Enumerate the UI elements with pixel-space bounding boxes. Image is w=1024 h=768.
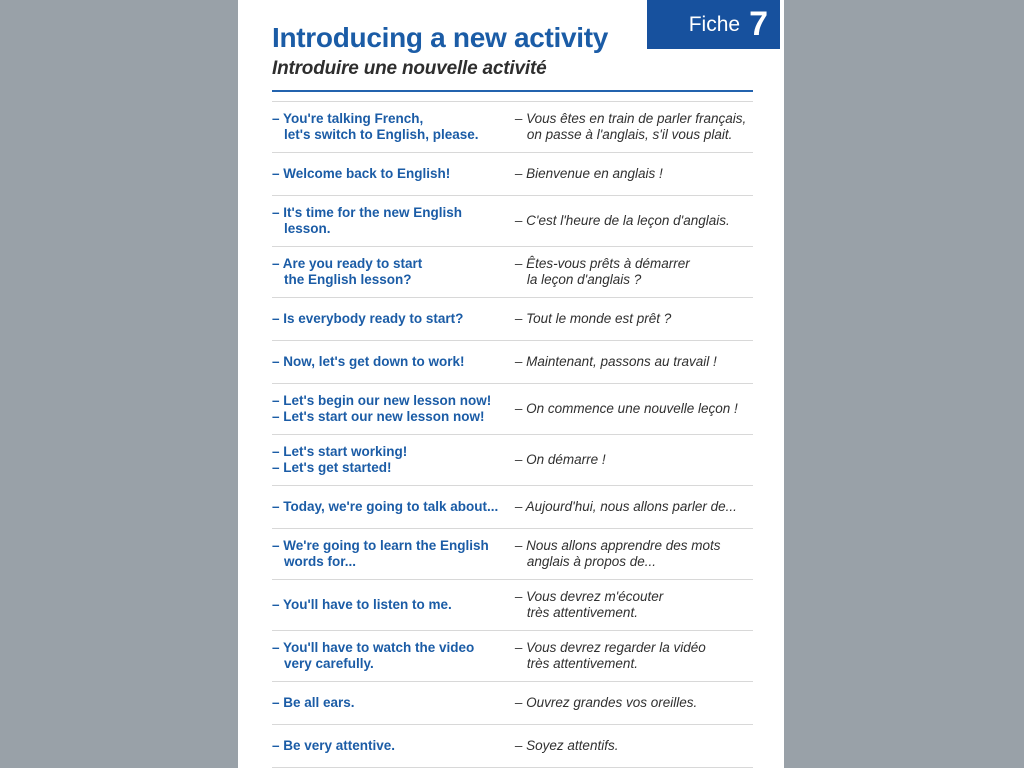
phrase-line: lesson.	[284, 221, 331, 236]
english-phrase	[272, 393, 515, 425]
english-phrase	[272, 166, 515, 182]
fiche-badge-number: 7	[749, 5, 768, 43]
english-phrase	[272, 311, 515, 327]
phrase-line: très attentivement.	[526, 656, 638, 671]
french-translation	[515, 738, 753, 754]
phrase-row	[272, 725, 753, 768]
phrase-row	[272, 384, 753, 435]
phrase-line: – Now, let's get down to work!	[272, 354, 465, 369]
page-title: Introducing a new activity	[272, 22, 609, 53]
french-translation	[515, 452, 753, 468]
phrase-line: – On démarre !	[514, 452, 606, 467]
phrase-row	[272, 580, 753, 631]
phrase-line: words for...	[284, 554, 357, 569]
phrase-line: – It's time for the new English	[272, 205, 462, 220]
phrase-line: anglais à propos de...	[526, 554, 656, 569]
french-translation	[515, 589, 753, 621]
english-phrase	[272, 738, 515, 754]
english-phrase	[272, 597, 515, 613]
phrase-line: – Tout le monde est prêt ?	[514, 311, 672, 326]
phrase-line: – Maintenant, passons au travail !	[514, 354, 717, 369]
phrase-row	[272, 196, 753, 247]
phrase-row	[272, 435, 753, 486]
phrase-line: – Today, we're going to talk about...	[272, 499, 499, 514]
english-phrase	[272, 354, 515, 370]
phrase-row	[272, 298, 753, 341]
english-phrase	[272, 499, 515, 515]
phrase-line: – On commence une nouvelle leçon !	[514, 401, 738, 416]
phrase-line: – Vous devrez m'écouter	[514, 589, 664, 604]
phrase-line: – Be all ears.	[272, 695, 355, 710]
phrase-row	[272, 682, 753, 725]
phrase-line: – You'll have to watch the video	[272, 640, 475, 655]
phrase-line: – Are you ready to start	[272, 256, 423, 271]
english-phrase	[272, 205, 515, 237]
english-phrase	[272, 538, 515, 570]
phrase-line: très attentivement.	[526, 605, 638, 620]
fiche-badge-label: Fiche	[688, 12, 741, 36]
phrase-row	[272, 102, 753, 153]
document-page	[238, 0, 784, 768]
french-translation	[515, 166, 753, 182]
english-phrase	[272, 256, 515, 288]
french-translation	[515, 311, 753, 327]
phrase-line: – You're talking French,	[272, 111, 424, 126]
phrase-line: – Nous allons apprendre des mots	[514, 538, 721, 553]
phrase-line: – Vous êtes en train de parler français,	[514, 111, 747, 126]
phrase-line: – Let's get started!	[272, 460, 392, 475]
phrase-line: la leçon d'anglais ?	[526, 272, 642, 287]
phrase-row	[272, 486, 753, 529]
english-phrase	[272, 640, 515, 672]
fiche-badge	[647, 0, 780, 49]
french-translation	[515, 538, 753, 570]
french-translation	[515, 640, 753, 672]
phrase-line: – Êtes-vous prêts à démarrer	[514, 256, 690, 271]
phrase-line: – C'est l'heure de la leçon d'anglais.	[514, 213, 730, 228]
page-subtitle: Introduire une nouvelle activité	[272, 58, 547, 79]
french-translation	[515, 111, 753, 143]
phrase-line: – Aujourd'hui, nous allons parler de...	[514, 499, 737, 514]
phrase-table	[272, 101, 753, 768]
phrase-row	[272, 153, 753, 196]
phrase-line: – Let's start working!	[272, 444, 408, 459]
phrase-line: the English lesson?	[284, 272, 412, 287]
phrase-line: – Vous devrez regarder la vidéo	[514, 640, 706, 655]
english-phrase	[272, 695, 515, 711]
phrase-line: – Is everybody ready to start?	[272, 311, 464, 326]
french-translation	[515, 213, 753, 229]
phrase-line: – Let's begin our new lesson now!	[272, 393, 492, 408]
french-translation	[515, 256, 753, 288]
phrase-line: – Soyez attentifs.	[514, 738, 619, 753]
phrase-row	[272, 247, 753, 298]
phrase-line: – Ouvrez grandes vos oreilles.	[514, 695, 698, 710]
phrase-row	[272, 341, 753, 384]
french-translation	[515, 401, 753, 417]
phrase-row	[272, 529, 753, 580]
phrase-line: – We're going to learn the English	[272, 538, 489, 553]
phrase-line: – You'll have to listen to me.	[272, 597, 452, 612]
french-translation	[515, 499, 753, 515]
phrase-row	[272, 631, 753, 682]
phrase-line: – Bienvenue en anglais !	[514, 166, 663, 181]
english-phrase	[272, 111, 515, 143]
phrase-line: – Let's start our new lesson now!	[272, 409, 485, 424]
phrase-line: very carefully.	[284, 656, 374, 671]
phrase-line: – Welcome back to English!	[272, 166, 451, 181]
phrase-line: let's switch to English, please.	[284, 127, 479, 142]
english-phrase	[272, 444, 515, 476]
french-translation	[515, 695, 753, 711]
header-rule	[272, 90, 753, 92]
phrase-line: – Be very attentive.	[272, 738, 396, 753]
phrase-line: on passe à l'anglais, s'il vous plait.	[526, 127, 733, 142]
french-translation	[515, 354, 753, 370]
